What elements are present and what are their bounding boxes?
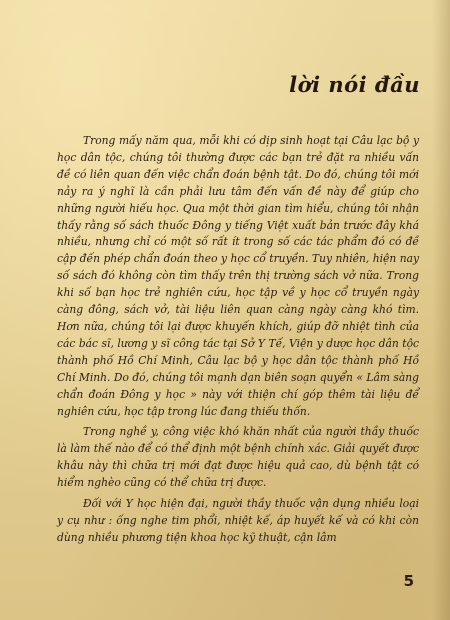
paragraph: Trong nghề y, công việc khó khăn nhất của người thầy thuốc là làm thế nào để có thể định một bệnh chính xác. Giải quyết được khâu này thì chữa trị mới đạt được hiệu quả cao, dù bệnh tật có hiểm nghèo cũng có thể chữa trị được.	[57, 425, 419, 490]
body-text	[57, 133, 419, 551]
chapter-title: lời nói đầu	[289, 72, 420, 97]
paragraph: Trong mấy năm qua, mỗi khi có dịp sinh hoạt tại Câu lạc bộ y học dân tộc, chúng tôi thường được các bạn trẻ đặt ra nhiều vấn đề có liên quan đến việc chẩn đoán bệnh tật. Do đó, chúng tôi mới nảy ra ý nghĩ là cần phải lưu tâm đến vấn đề này để giúp cho những người hiếu học. Qua một thời gian tìm hiểu, chúng tôi nhận thấy rằng số sách thuốc Đông y tiếng Việt xuất bản trước đây khá nhiều, nhưng chỉ có một số rất ít trong số các tác phẩm đó có đề cập đến phép chẩn đoán theo y học cổ truyền. Tuy nhiên, hiện nay số sách đó không còn tìm thấy trên thị trường sách vở nữa. Trong khi số bạn học trẻ nghiên cứu, học tập về y học cổ truyền ngày càng đông, sách vở, tài liệu liên quan càng ngày càng khó tìm. Hơn nữa, chúng tôi lại được khuyến khích, giúp đỡ nhiệt tình của các bác sĩ, lương y sĩ công tác tại Sở Y Tế, Viện y dược học dân tộc thành phố Hồ Chí Minh, Câu lạc bộ y học dân tộc thành phố Hồ Chí Minh. Do đó, chúng tôi mạnh dạn biên soạn quyển « Lâm sàng chẩn đoán Đông y học » này với thiện chí góp thêm tài liệu để nghiên cứu, học tập trong lúc đang thiếu thốn.	[57, 134, 419, 418]
paragraph: Đối với Y học hiện đại, người thầy thuốc vận dụng nhiều loại y cụ như : ống nghe tim phổi, nhiệt kế, áp huyết kế và có khi còn dùng nhiều phương tiện khoa học kỹ thuật, cận lâm	[57, 497, 419, 544]
page-number: 5	[403, 572, 414, 590]
